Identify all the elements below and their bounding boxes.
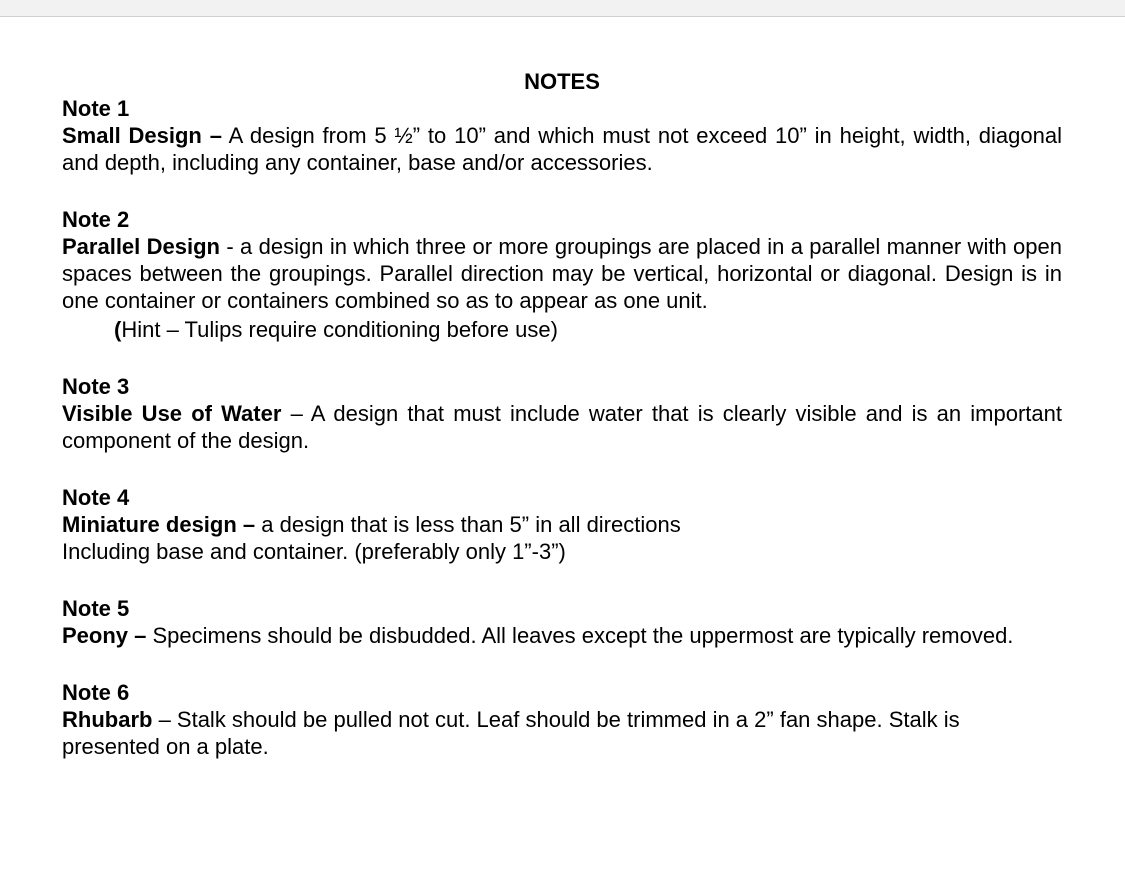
note-heading: Note 1 <box>62 96 130 121</box>
note-text-line2: Including base and container. (preferably only 1”-3”) <box>62 539 566 564</box>
note-heading: Note 3 <box>62 374 130 399</box>
note-2 <box>62 206 1062 343</box>
note-heading: Note 4 <box>62 485 130 510</box>
hint-text: Hint – Tulips require conditioning before use) <box>121 317 558 342</box>
note-6 <box>62 679 1062 760</box>
note-text: - a design in which three or more groupings are placed in a parallel manner with open spaces between the groupings. Parallel direction may be vertical, horizontal or diagonal. Design is in one container or containers combined so as to appear as one unit. <box>62 234 1062 313</box>
note-heading: Note 2 <box>62 207 130 232</box>
note-body <box>62 122 1062 176</box>
note-text: – A design that must include water that is clearly visible and is an important component of the design. <box>62 401 1062 453</box>
note-body <box>62 233 1062 314</box>
note-text: – Stalk should be pulled not cut. Leaf should be trimmed in a 2” fan shape. Stalk is presented on a plate. <box>62 707 960 759</box>
note-text: A design from 5 ½” to 10” and which must not exceed 10” in height, width, diagonal and depth, including any container, base and/or accessories. <box>62 123 1062 175</box>
note-4 <box>62 484 1062 565</box>
note-term: Small Design – <box>62 123 222 148</box>
note-text: a design that is less than 5” in all directions <box>255 512 681 537</box>
note-body <box>62 622 1062 649</box>
note-heading: Note 5 <box>62 596 130 621</box>
note-3 <box>62 373 1062 454</box>
note-5 <box>62 595 1062 649</box>
note-term: Visible Use of Water <box>62 401 282 426</box>
note-term: Parallel Design <box>62 234 220 259</box>
note-body <box>62 511 1062 538</box>
note-term: Peony – <box>62 623 147 648</box>
note-term: Rhubarb <box>62 707 153 732</box>
note-text: Specimens should be disbudded. All leaves except the uppermost are typically removed. <box>146 623 1014 648</box>
hint-paren: ( <box>114 317 122 342</box>
note-hint <box>62 316 1062 343</box>
note-heading: Note 6 <box>62 680 130 705</box>
page-title: NOTES <box>524 69 600 94</box>
note-body <box>62 400 1062 454</box>
note-1 <box>62 95 1062 176</box>
note-body <box>62 706 1062 760</box>
note-term: Miniature design – <box>62 512 256 537</box>
viewer-top-bar <box>0 0 1125 17</box>
document-page <box>62 68 1062 790</box>
